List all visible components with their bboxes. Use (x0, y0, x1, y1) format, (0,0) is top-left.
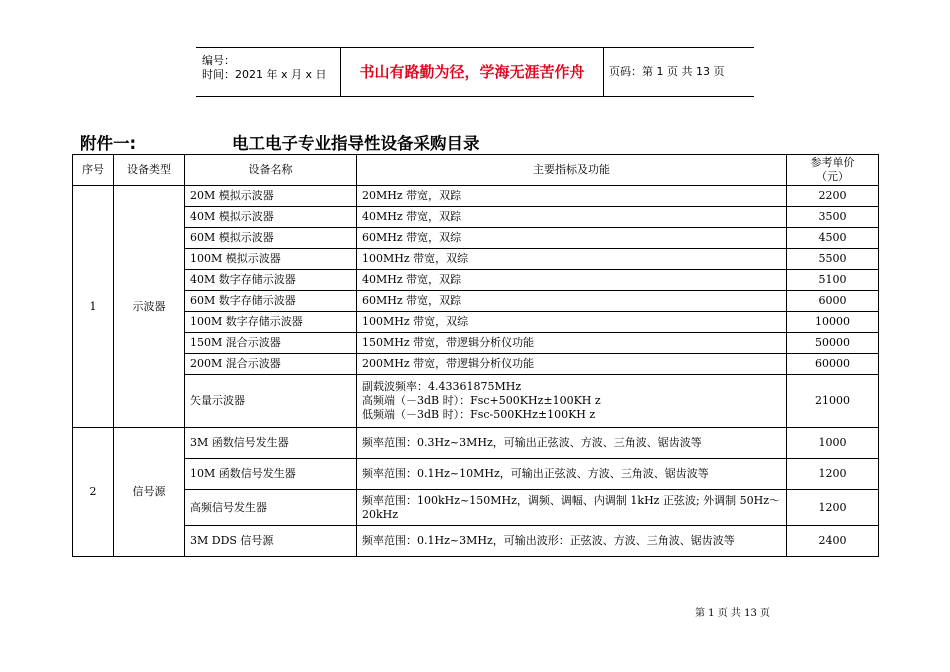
price-cell: 6000 (787, 291, 879, 312)
name-cell: 100M 数字存储示波器 (185, 312, 357, 333)
header-meta (196, 48, 340, 96)
name-cell: 100M 模拟示波器 (185, 249, 357, 270)
spec-cell (357, 428, 787, 459)
number-label: 编号： (202, 54, 235, 67)
spec-line: 频率范围：0.1Hz~3MHz，可输出波形：正弦波、方波、三角波、锯齿波等 (362, 534, 735, 547)
spec-cell (357, 228, 787, 249)
table-row (73, 312, 879, 333)
price-cell: 5500 (787, 249, 879, 270)
seq-cell: 2 (73, 428, 114, 557)
price-cell: 21000 (787, 375, 879, 428)
table-row (73, 526, 879, 557)
table-header-row (73, 155, 879, 186)
col-price-line2: （元） (816, 170, 849, 183)
spec-cell (357, 291, 787, 312)
seq-cell: 1 (73, 186, 114, 428)
spec-line: 副载波频率：4.43361875MHz (362, 380, 522, 393)
spec-line: 频率范围：0.3Hz~3MHz，可输出正弦波、方波、三角波、锯齿波等 (362, 436, 702, 449)
price-cell: 2200 (787, 186, 879, 207)
price-cell: 60000 (787, 354, 879, 375)
spec-line: 频率范围：100kHz~150MHz，调频、调幅、内调制 1kHz 正弦波; 外调制 50Hz～20kHz (362, 493, 781, 521)
spec-cell (357, 459, 787, 490)
time-label: 时间：2021 年 x 月 x 日 (202, 68, 327, 81)
spec-line: 100MHz 带宽，双综 (362, 252, 469, 265)
spec-cell (357, 354, 787, 375)
name-cell: 矢量示波器 (185, 375, 357, 428)
name-cell: 150M 混合示波器 (185, 333, 357, 354)
name-cell: 10M 函数信号发生器 (185, 459, 357, 490)
motto-text: 书山有路勤为径，学海无涯苦作舟 (359, 63, 585, 81)
table-row (73, 291, 879, 312)
col-price (787, 155, 879, 186)
spec-line: 40MHz 带宽，双踪 (362, 210, 462, 223)
spec-line: 低频端（－3dB 时）：Fsc-500KHz±100KH z (362, 408, 596, 421)
col-spec: 主要指标及功能 (357, 155, 787, 186)
price-cell: 10000 (787, 312, 879, 333)
table-row (73, 228, 879, 249)
spec-cell (357, 375, 787, 428)
name-cell: 3M DDS 信号源 (185, 526, 357, 557)
document-title (80, 130, 480, 154)
name-cell: 40M 数字存储示波器 (185, 270, 357, 291)
spec-cell (357, 490, 787, 526)
spec-line: 60MHz 带宽，双踪 (362, 294, 462, 307)
name-cell: 3M 函数信号发生器 (185, 428, 357, 459)
name-cell: 40M 模拟示波器 (185, 207, 357, 228)
spec-line: 40MHz 带宽，双踪 (362, 273, 462, 286)
table-row (73, 249, 879, 270)
page-footer: 第 1 页 共 13 页 (695, 608, 770, 619)
name-cell: 高频信号发生器 (185, 490, 357, 526)
table-row (73, 186, 879, 207)
price-cell: 5100 (787, 270, 879, 291)
price-cell: 50000 (787, 333, 879, 354)
type-cell: 信号源 (114, 428, 185, 557)
equipment-table (72, 154, 879, 557)
table-row (73, 490, 879, 526)
name-cell: 20M 模拟示波器 (185, 186, 357, 207)
spec-line: 60MHz 带宽，双综 (362, 231, 462, 244)
name-cell: 60M 模拟示波器 (185, 228, 357, 249)
price-cell: 1000 (787, 428, 879, 459)
name-cell: 200M 混合示波器 (185, 354, 357, 375)
header-motto-cell (340, 48, 604, 96)
page-header (196, 47, 754, 97)
col-type: 设备类型 (114, 155, 185, 186)
price-cell: 1200 (787, 459, 879, 490)
spec-line: 20MHz 带宽，双踪 (362, 189, 462, 202)
spec-line: 150MHz 带宽，带逻辑分析仪功能 (362, 336, 535, 349)
table-row (73, 207, 879, 228)
table-row (73, 375, 879, 428)
spec-cell (357, 526, 787, 557)
col-price-line1: 参考单价 (810, 156, 855, 169)
table-row (73, 459, 879, 490)
table-row (73, 270, 879, 291)
spec-cell (357, 249, 787, 270)
price-cell: 4500 (787, 228, 879, 249)
price-cell: 1200 (787, 490, 879, 526)
table-row (73, 428, 879, 459)
name-cell: 60M 数字存储示波器 (185, 291, 357, 312)
type-cell: 示波器 (114, 186, 185, 428)
spec-cell (357, 333, 787, 354)
spec-line: 高频端（－3dB 时）：Fsc+500KHz±100KH z (362, 394, 601, 407)
attachment-label: 附件一: (80, 134, 137, 153)
catalog-title: 电工电子专业指导性设备采购目录 (232, 134, 480, 153)
spec-cell (357, 312, 787, 333)
spec-cell (357, 207, 787, 228)
table-row (73, 354, 879, 375)
spec-cell (357, 270, 787, 291)
price-cell: 3500 (787, 207, 879, 228)
spec-line: 200MHz 带宽，带逻辑分析仪功能 (362, 357, 535, 370)
spec-line: 频率范围：0.1Hz~10MHz，可输出正弦波、方波、三角波、锯齿波等 (362, 467, 709, 480)
spec-cell (357, 186, 787, 207)
price-cell: 2400 (787, 526, 879, 557)
table-row (73, 333, 879, 354)
col-name: 设备名称 (185, 155, 357, 186)
page-label: 页码：第 1 页 共 13 页 (609, 65, 725, 78)
col-seq: 序号 (73, 155, 114, 186)
spec-line: 100MHz 带宽，双综 (362, 315, 469, 328)
